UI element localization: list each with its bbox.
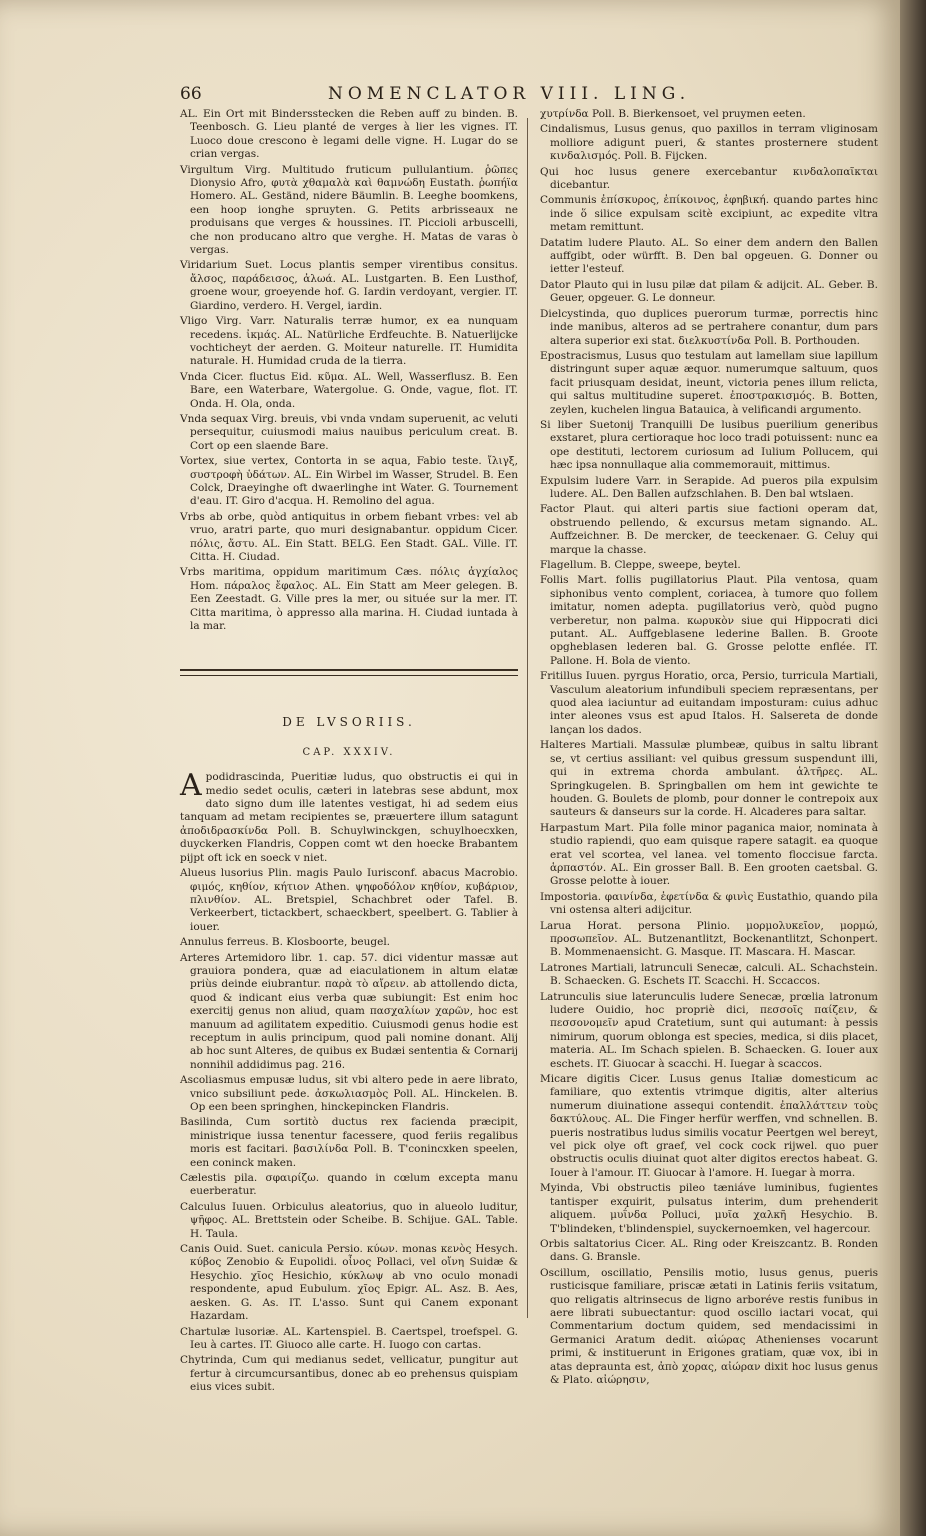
right-column — [540, 108, 878, 1386]
dictionary-entry: Communis ἐπίσκυρος, ἐπίκοινος, ἐφηβική. quando partes hinc inde ὅ silice expulsam scitè excipiunt, ac expedite vltra metam remittunt. — [540, 194, 878, 234]
chapter-heading: CAP. XXXIV. — [302, 746, 396, 758]
dictionary-entry: Dator Plauto qui in lusu pilæ dat pilam & adijcit. AL. Geber. B. Geuer, opgeuer. G. Le donneur. — [540, 278, 878, 305]
dictionary-entry: Arteres Artemidoro libr. 1. cap. 57. dici videntur massæ aut grauiora pondera, quæ ad eiaculationem in altum elatæ priùs deinde eiubrantur. παρὰ τὸ αἴρειν. ab attollendo dicta, quod & indicant eius verba quæ subiungit: Est enim hoc exercitij genus non aliud, quam πασχαλίων χαρῶν, hoc est manuum ad agilitatem expeditio. Cuiusmodi genus hodie est receptum in aulis principum, quod pali nomine donant. Alij ab hoc sunt Alteres, de quibus ex Budæi sententia & Cornarij nonnihil addidimus pag. 216. — [180, 951, 518, 1071]
section-title: DE LVSORIIS. — [282, 715, 416, 730]
dictionary-entry: Vortex, siue vertex, Contorta in se aqua, Fabio teste. ἴλιγξ, συστροφὴ ὑδάτων. AL. Ein Wirbel im Wasser, Strudel. B. Een Colck, Draeyinghe oft dwaerlinghe int Water. G. Tournement d'eau. IT. Giro d'acqua. H. Remolino del agua. — [180, 455, 518, 508]
dictionary-entry: Flagellum. B. Cleppe, sweepe, beytel. — [540, 559, 741, 571]
first-entry — [180, 768, 518, 865]
dictionary-entry: Chartulæ lusoriæ. AL. Kartenspiel. B. Caertspel, troefspel. G. Ieu à cartes. IT. Giuoco alle carte. H. Iuogo con cartas. — [180, 1325, 518, 1351]
dictionary-entry: χυτρίνδα Poll. B. Bierkensoet, vel pruymen eeten. — [540, 108, 806, 120]
dictionary-entry: Follis Mart. follis pugillatorius Plaut. Pila ventosa, quam siphonibus vento complent, coriacea, à tumore quo follem imitatur, nomen adepta. pugillatorius verò, quòd pugno verberetur, non palma. κωρυκὸν siue qui Hippocrati dici putant. AL. Auffgeblasene lederine Ballen. B. Groote opgheblasen lederen bal. G. Grosse pelotte enflée. IT. Pallone. H. Bola de viento. — [540, 574, 878, 667]
dictionary-entry: Alueus lusorius Plin. magis Paulo Iurisconf. abacus Macrobio. φιμός, κηθίον, κήτιον Athen. ψηφοδόλον κηθίον, κυβάριον, πλινθίον. AL. Bretspiel, Schachbret oder Tafel. B. Verkeerbert, tictackbert, schaeckbert, speelbert. G. Tablier à iouer. — [180, 867, 518, 933]
dictionary-entry: Factor Plaut. qui alteri partis siue factioni operam dat, obstruendo pellendo, & excursus metam signando. AL. Auffzeichner. B. De mercker, de teeckenaer. G. Celuy qui marque la chasse. — [540, 503, 878, 556]
dictionary-entry: AL. Ein Ort mit Bindersstecken die Reben auff zu binden. B. Teenbosch. G. Lieu planté de verges à lier les vignes. IT. Luoco doue crescono è legami delle vigne. H. Lugar do se crian vergas. — [180, 108, 518, 161]
dictionary-entry: Cælestis pila. σφαιρίζω. quando in cœlum excepta manu euerberatur. — [180, 1172, 518, 1198]
dictionary-entry: Oscillum, oscillatio, Pensilis motio, lusus genus, pueris rusticisque familiare, priscæ ætati in Latinis feriis vsitatum, quo religatis altrinsecus de ligno arboréve restis funibus in aere librati subuectantur: quod oscillo iactari vocat, qui Commentarium doctum quidem, sed mendacissimi in Germanici Aratum dedit. αἰώρας Athenienses vocarunt primi, & instituerunt in Erigones gratiam, quæ vox, ibi in atas depraunta est, ἀπὸ χορας, αἰώραν dixit hoc lusus genus & Plato. αἰώρησιν, — [540, 1266, 878, 1386]
dictionary-entry: Epostracismus, Lusus quo testulam aut lamellam siue lapillum distringunt super aquæ æquor. numerumque saltuum, quos facit priusquam desidat, ineunt, victoria penes illum relicta, qui saltus multitudine superet. ἐποστρακισμός. B. Botten, zeylen, kuchelen lingua Batauica, à velificandi argumento. — [540, 349, 878, 416]
right-entries — [540, 108, 878, 1387]
dictionary-entry: Larua Horat. persona Plinio. μορμολυκεῖον, μορμώ, προσωπεῖον. AL. Butzenantlitzt, Bockenantlitzt, Schonpert. B. Mommenaensicht. G. Masque. IT. Mascara. H. Mascar. — [540, 919, 878, 959]
dictionary-entry: Cindalismus, Lusus genus, quo paxillos in terram vliginosam molliore adigunt pueri, & stantes prosternere student κινδαλισμός. Poll. B. Fijcken. — [540, 123, 878, 163]
dictionary-entry: Datatim ludere Plauto. AL. So einer dem andern den Ballen auffgibt, oder würfft. B. Den bal opgeuen. G. Donner ou ietter l'esteuf. — [540, 236, 878, 276]
left-entries-top — [180, 108, 518, 633]
dictionary-entry: Impostoria. φαινίνδα, ἐφετίνδα & φινὶς Eustathio, quando pila vni ostensa alteri adijcitur. — [540, 890, 878, 917]
running-title: NOMENCLATOR VIII. LING. — [328, 84, 691, 104]
left-entries-bottom — [180, 867, 518, 1394]
dictionary-entry: Virgultum Virg. Multitudo fruticum pullulantium. ῥῶπες Dionysio Afro, φυτὰ χθαμαλὰ καὶ θαμνώδη Eustath. ῥωπήϊα Homero. AL. Geständ, nidere Bäumlin. B. Leeghe boomkens, een hoop ionghe spruyten. G. Petits arbrisseaux ne produisans que verges & houssines. IT. Piccioli arbuscelli, che non producano altro que verghe. H. Matas de varas ò vergas. — [180, 163, 518, 257]
dictionary-entry: Vrbs maritima, oppidum maritimum Cæs. πόλις ἀγχίαλος Hom. πάραλος ἔφαλος. AL. Ein Statt am Meer gelegen. B. Een Zeestadt. G. Ville pres la mer, ou située sur la mer. IT. Citta maritima, ò appresso alla marina. H. Ciudad iuntada à la mar. — [180, 566, 518, 633]
dictionary-entry: Viridarium Suet. Locus plantis semper virentibus consitus. ἄλσος, παράδεισος, ἀλωά. AL. Lustgarten. B. Een Lusthof, groene wour, groeyende hof. G. Iardin verdoyant, vergier. IT. Giardino, verdero. H. Vergel, iardin. — [180, 259, 518, 312]
dictionary-entry: Vnda Cicer. fluctus Eid. κῦμα. AL. Well, Wasserflusz. B. Een Bare, een Waterbare, Watergolue. G. Onde, vague, flot. IT. Onda. H. Ola, onda. — [180, 370, 518, 410]
first-entry-text: podidrascinda, Pueritiæ ludus, quo obstructis ei qui in medio sedet oculis, cæteri in latebras sese abdunt, mox dato signo dum ille latentes vestigat, hi ad sedem eius tanquam ad metam recipientes se, præuertere illum satagunt ἀποδιδρασκίνδα Poll. B. Schuylwinckgen, schuylhoecxken, duyckerken Flandris, Coppen comt wt den hoecke Brabantem pijpt oft ick en soeck v niet. — [180, 771, 518, 864]
dictionary-entry: Si liber Suetonij Tranquilli De lusibus puerilium generibus exstaret, plura certioraque hoc loco tradi potuissent: nunc ea ope destituti, lectorem curiosum ad Iulium Pollucem, qui hæc ipsa nonnullaque alia commemorauit, mittimus. — [540, 418, 878, 472]
dictionary-entry: Halteres Martiali. Massulæ plumbeæ, quibus in saltu librant se, vt certius assiliant: vel quibus gressum suspendunt illi, qui in extrema chorda ambulant. ἁλτῆρες. AL. Springkugelen. B. Springballen om hem int gewichte te houden. G. Boulets de plomb, pour donner le contrepoix aux sauteurs & danseurs sur la corde. H. Alcaderes para saltar. — [540, 739, 878, 819]
dictionary-entry: Canis Ouid. Suet. canicula Persio. κύων. monas κενὸς Hesych. κύβος Zenobio & Eupolidi. οἶνος Pollaci, vel οἴνη Suidæ & Hesychio. χῖος Hesichio, κύκλωψ ab vno oculo monadi respondente, apud Eubulum. χῖος Epigr. AL. Asz. B. Aes, aesken. G. As. IT. L'asso. Sunt qui Canem exponant Hazardam. — [180, 1243, 518, 1323]
dictionary-entry: Latrunculis siue laterunculis ludere Senecæ, prœlia latronum ludere Ouidio, hoc propriè dici, πεσσοῖς παίζειν, & πεσσονομεῖν apud Cratetium, sunt qui autumant: à pessis nimirum, quorum oblonga est species, medica, si diis placet, materia. AL. Im Schach spielen. B. Schaecken. G. Iouer aux eschets. IT. Giuocar à scacchi. H. Iuegar à scaccos. — [540, 990, 878, 1070]
page-number: 66 — [180, 84, 202, 104]
dictionary-entry: Orbis saltatorius Cicer. AL. Ring oder Kreiszcantz. B. Ronden dans. G. Bransle. — [540, 1237, 878, 1264]
dictionary-entry: Harpastum Mart. Pila folle minor paganica maior, nominata à studio rapiendi, quo eam quisque rapere satagit. ea quoque erat vel scortea, vel lanea. vel tomento floccisue farcta. ἁρπαστόν. AL. Ein grosser Ball. B. Een grooten caetsbal. G. Grosse pelotte à iouer. — [540, 821, 878, 888]
dictionary-entry: Vrbs ab orbe, quòd antiquitus in orbem fiebant vrbes: vel ab vruo, aratri parte, quo muri designabantur. oppidum Cicer. πόλις, ἄστυ. AL. Ein Statt. BELG. Een Stadt. GAL. Ville. IT. Citta. H. Ciudad. — [180, 510, 518, 563]
column-rule — [527, 118, 528, 1318]
dictionary-entry: Calculus Iuuen. Orbiculus aleatorius, quo in alueolo luditur, ψῆφος. AL. Brettstein oder Scheibe. B. Schijue. GAL. Table. H. Taula. — [180, 1200, 518, 1240]
dictionary-entry: Qui hoc lusus genere exercebantur κινδαλοπαῖκται dicebantur. — [540, 165, 878, 192]
section-divider — [180, 669, 518, 676]
dictionary-entry: Dielcystinda, quo duplices puerorum turmæ, porrectis hinc inde manibus, alteros ad se pertrahere conantur, dum pars altera superior exi stat. διελκυστίνδα Poll. B. Porthouden. — [540, 307, 878, 347]
next-page-edge — [900, 0, 926, 1536]
dictionary-entry: Micare digitis Cicer. Lusus genus Italiæ domesticum ac familiare, quo extentis vtrimque digitis, alter alterius numerum diuinatione assequi contendit. ἐπαλλάττειν τοὺς δακτύλους. AL. Die Finger herfür werffen, vnd schnellen. B. pueris nostratibus ludus similis vocatur Peertgen wel bereyt, vel pick olye oft graef, vel cock cock rijwel. quo puer obstructis oculis diuinat quot alter digitos erectos habeat. G. Iouer à l'amour. IT. Giuocar à l'amore. H. Iuegar à morra. — [540, 1073, 878, 1179]
dictionary-entry: Vnda sequax Virg. breuis, vbi vnda vndam superuenit, ac veluti persequitur, cuiusmodi maius nauibus periculum creat. B. Cort op een slaende Bare. — [180, 412, 518, 452]
left-column — [180, 108, 518, 1394]
dictionary-entry: Vligo Virg. Varr. Naturalis terræ humor, ex ea nunquam recedens. ἰκμάς. AL. Natürliche Erdfeuchte. B. Natuerlijcke vochticheyt der aerden. G. Moiteur naturelle. IT. Humidita naturale. H. Humidad cruda de la tierra. — [180, 315, 518, 368]
dictionary-entry: Basilinda, Cum sortitò ductus rex facienda præcipit, ministrique iussa tenentur facessere, quod feriis regalibus moris est facitari. βασιλίνδα Poll. B. T'conincxken speelen, een coninck maken. — [180, 1116, 518, 1169]
dictionary-entry: Latrones Martiali, latrunculi Senecæ, calculi. AL. Schachstein. B. Schaecken. G. Eschets IT. Scacchi. H. Sccaccos. — [540, 961, 878, 988]
dictionary-entry: Fritillus Iuuen. pyrgus Horatio, orca, Persio, turricula Martiali, Vasculum aleatorium infundibuli speciem repræsentans, per quod alea iaciuntur ad euitandam imposturam: cuius adhuc inter aleones vsus est apud Italos. H. Salsereta de donde lançan los dados. — [540, 670, 878, 736]
dictionary-entry: Annulus ferreus. B. Klosboorte, beugel. — [180, 936, 391, 949]
dictionary-entry: Myinda, Vbi obstructis pileo tæniáve luminibus, fugientes tantisper exquirit, pulsatus interim, dum prehenderit aliquem. μυΐνδα Polluci, μυῖα χαλκῆ Hesychio. B. T'blindeken, t'blindenspiel, suyckernoemken, vel hagercour. — [540, 1182, 878, 1235]
dictionary-entry: Ascoliasmus empusæ ludus, sit vbi altero pede in aere librato, vnico subsiliunt pede. ἀσκωλιασμὸς Poll. AL. Hinckelen. B. Op een been springhen, hinckepincken Flandris. — [180, 1074, 518, 1113]
dictionary-entry: Chytrinda, Cum qui medianus sedet, vellicatur, pungitur aut fertur à circumcursantibus, donec ab eo prehensus quispiam eius vices subit. — [180, 1354, 518, 1394]
drop-cap: A — [180, 768, 202, 804]
dictionary-entry: Expulsim ludere Varr. in Serapide. Ad pueros pila expulsim ludere. AL. Den Ballen aufzschlahen. B. Den bal wtslaen. — [540, 474, 878, 500]
